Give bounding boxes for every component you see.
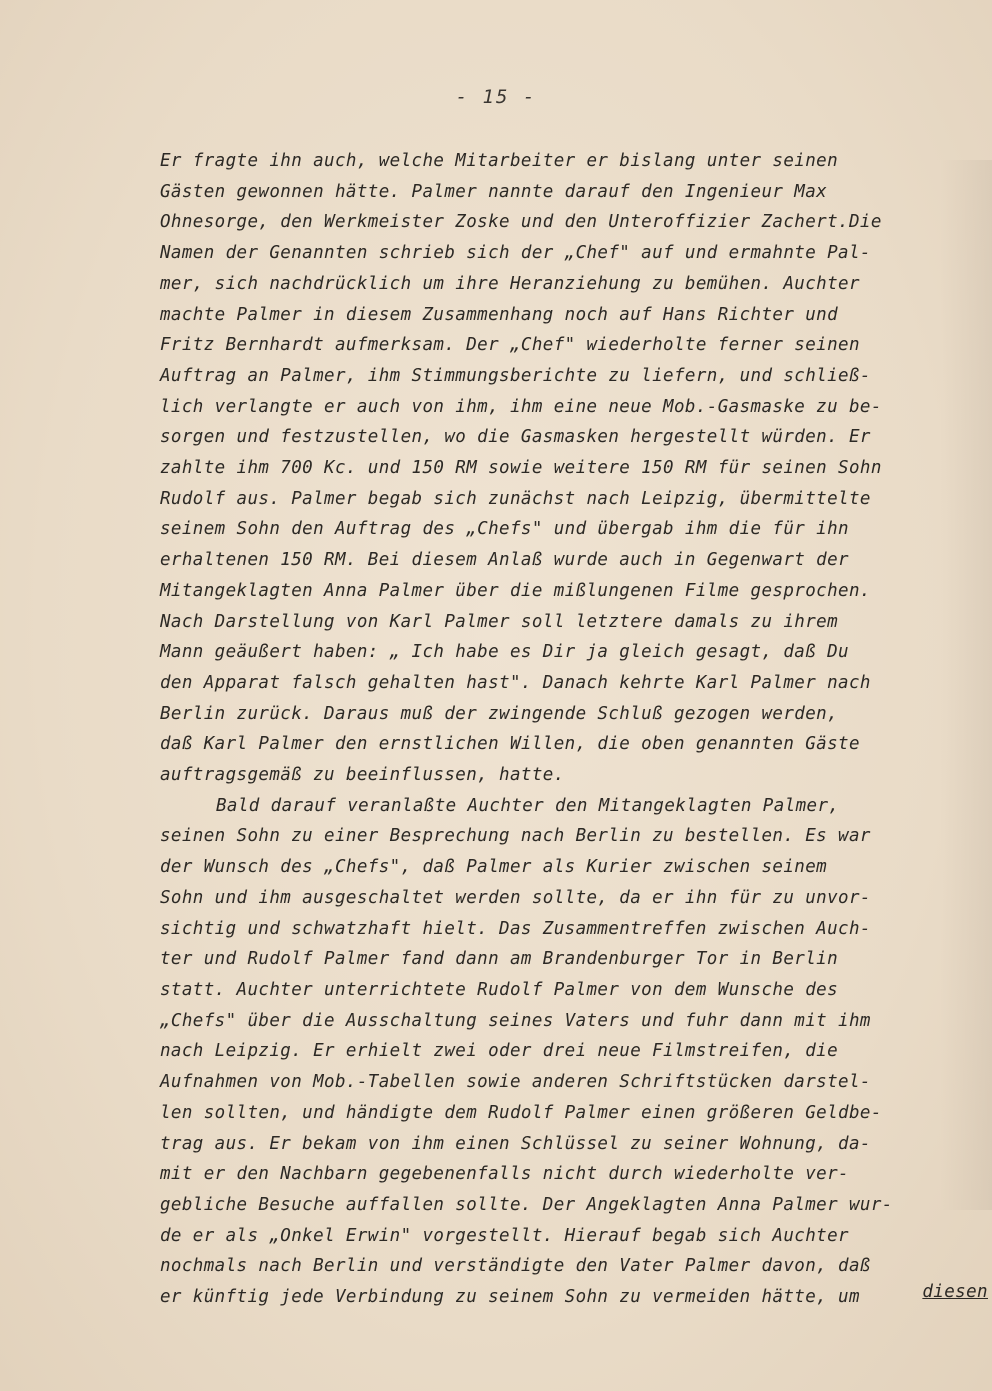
text-line: Mitangeklagten Anna Palmer über die mißlungenen Filme gesprochen.	[160, 580, 871, 601]
text-line: machte Palmer in diesem Zusammenhang noch auf Hans Richter und	[160, 304, 839, 325]
text-line: den Apparat falsch gehalten hast". Danach kehrte Karl Palmer nach	[160, 672, 871, 693]
text-line: Auftrag an Palmer, ihm Stimmungsberichte zu liefern, und schließ-	[160, 365, 871, 386]
text-line: mit er den Nachbarn gegebenenfalls nicht durch wiederholte ver-	[160, 1164, 849, 1185]
text-line: seinem Sohn den Auftrag des „Chefs" und übergab ihm die für ihn	[160, 519, 849, 540]
paragraph-start-line: Bald darauf veranlaßte Auchter den Mitangeklagten Palmer,	[216, 795, 840, 816]
text-line: Gästen gewonnen hätte. Palmer nannte darauf den Ingenieur Max	[160, 181, 828, 202]
text-line: zahlte ihm 700 Kc. und 150 RM sowie weitere 150 RM für seinen Sohn	[160, 458, 882, 479]
text-line: erhaltenen 150 RM. Bei diesem Anlaß wurde auch in Gegenwart der	[160, 550, 849, 571]
text-line: len sollten, und händigte dem Rudolf Palmer einen größeren Geldbe-	[160, 1102, 882, 1123]
text-line: er künftig jede Verbindung zu seinem Sohn zu vermeiden hätte, um	[160, 1287, 860, 1308]
text-line: ter und Rudolf Palmer fand dann am Brandenburger Tor in Berlin	[160, 949, 839, 970]
text-line: Sohn und ihm ausgeschaltet werden sollte, da er ihn für zu unvor-	[160, 887, 871, 908]
text-line: nochmals nach Berlin und verständigte den Vater Palmer davon, daß	[160, 1256, 871, 1277]
text-line: lich verlangte er auch von ihm, ihm eine neue Mob.-Gasmaske zu be-	[160, 396, 882, 417]
text-line: Nach Darstellung von Karl Palmer soll letztere damals zu ihrem	[160, 611, 839, 632]
text-line: statt. Auchter unterrichtete Rudolf Palmer von dem Wunsche des	[160, 979, 839, 1000]
text-line: Namen der Genannten schrieb sich der „Chef" auf und ermahnte Pal-	[160, 243, 871, 264]
text-line: Ohnesorge, den Werkmeister Zoske und den Unteroffizier Zachert.Die	[160, 212, 882, 233]
catchword: diesen	[922, 1282, 988, 1302]
text-line: mer, sich nachdrücklich um ihre Heranziehung zu bemühen. Auchter	[160, 273, 860, 294]
text-line: Mann geäußert haben: „ Ich habe es Dir ja gleich gesagt, daß Du	[160, 642, 849, 663]
text-line: auftragsgemäß zu beeinflussen, hatte.	[160, 765, 565, 786]
text-line: Rudolf aus. Palmer begab sich zunächst nach Leipzig, übermittelte	[160, 488, 871, 509]
page-number: - 15 -	[455, 86, 537, 108]
text-line: seinen Sohn zu einer Besprechung nach Berlin zu bestellen. Es war	[160, 826, 871, 847]
text-line: sorgen und festzustellen, wo die Gasmasken hergestellt würden. Er	[160, 427, 871, 448]
text-line: gebliche Besuche auffallen sollte. Der Angeklagten Anna Palmer wur-	[160, 1194, 893, 1215]
text-line: Er fragte ihn auch, welche Mitarbeiter er bislang unter seinen	[160, 151, 839, 171]
text-line: der Wunsch des „Chefs", daß Palmer als Kurier zwischen seinem	[160, 857, 828, 878]
text-line: sichtig und schwatzhaft hielt. Das Zusammentreffen zwischen Auch-	[160, 918, 871, 939]
text-line: Aufnahmen von Mob.-Tabellen sowie anderen Schriftstücken darstel-	[160, 1072, 871, 1093]
text-line: nach Leipzig. Er erhielt zwei oder drei neue Filmstreifen, die	[160, 1041, 839, 1062]
text-line: Fritz Bernhardt aufmerksam. Der „Chef" wiederholte ferner seinen	[160, 335, 860, 356]
body-text	[160, 146, 990, 1313]
text-line: „Chefs" über die Ausschaltung seines Vaters und fuhr dann mit ihm	[160, 1010, 871, 1031]
text-line: daß Karl Palmer den ernstlichen Willen, die oben genannten Gäste	[160, 734, 860, 755]
text-line: Berlin zurück. Daraus muß der zwingende Schluß gezogen werden,	[160, 703, 839, 724]
text-line: trag aus. Er bekam von ihm einen Schlüssel zu seiner Wohnung, da-	[160, 1133, 871, 1154]
text-line: de er als „Onkel Erwin" vorgestellt. Hierauf begab sich Auchter	[160, 1225, 849, 1246]
